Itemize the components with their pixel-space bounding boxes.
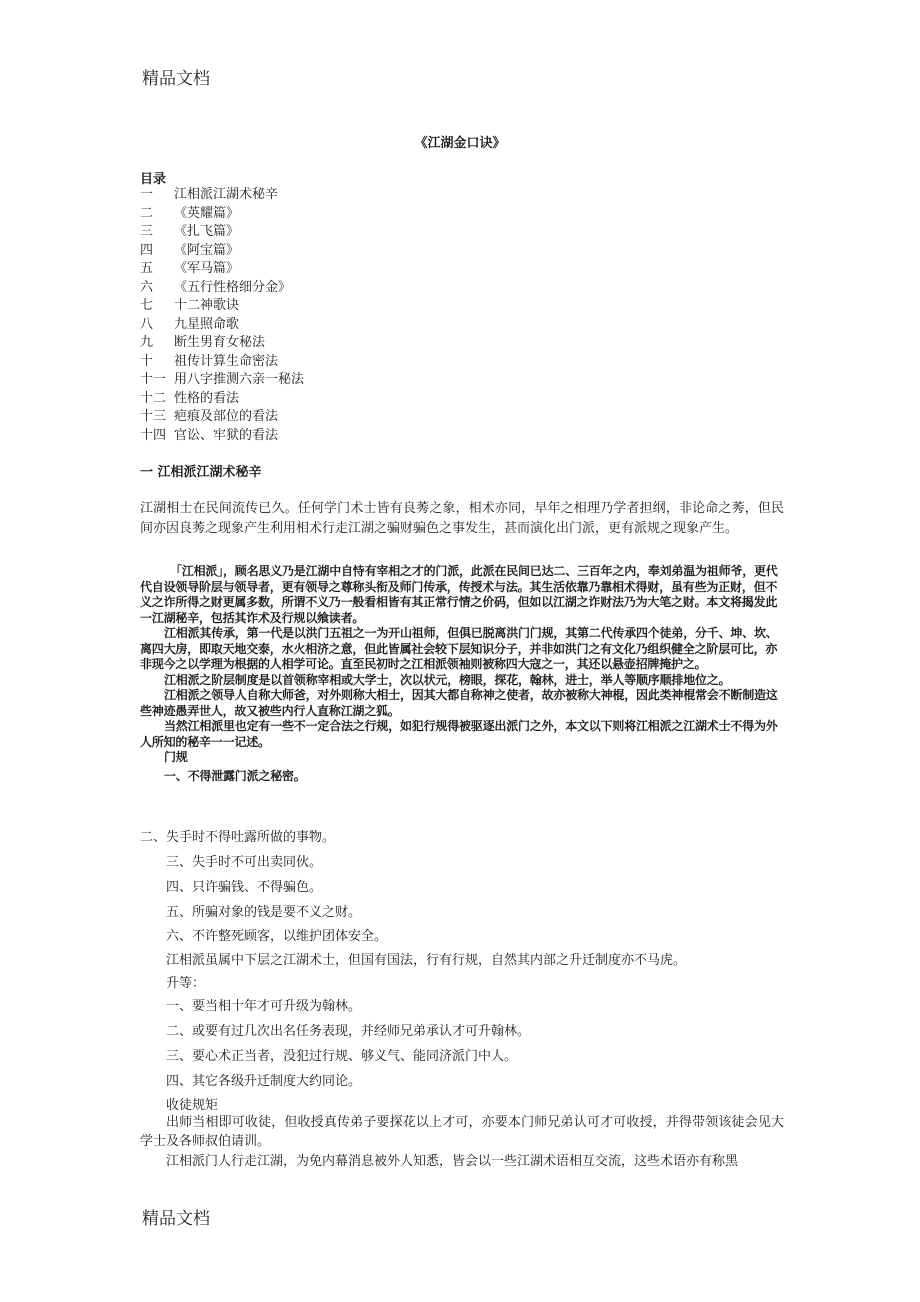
toc-item-number: 十四: [140, 427, 167, 443]
toc-item: [140, 390, 304, 409]
body-paragraph: 出师当相即可收徒，但收授真传弟子要探花以上才可，亦要本门师兄弟认可才可收授，并得带领该徒会见大学士及各师叔伯请训。: [140, 1115, 784, 1149]
toc-item: [140, 205, 304, 224]
toc-item-label: 官讼、牢狱的看法: [174, 427, 279, 443]
toc-heading: 目录: [140, 172, 167, 187]
toc-item-number: 十: [140, 353, 154, 369]
toc-item-label: 《扎飞篇》: [174, 224, 240, 239]
rule-item: 四、只许骗钱、不得骗色。: [166, 880, 323, 895]
section-heading: 一 江相派江湖术秘辛: [140, 465, 262, 480]
toc-item-number: 九: [140, 335, 154, 350]
page-footer: 精品文档: [142, 1209, 210, 1229]
toc-item: [140, 334, 304, 353]
page-header: 精品文档: [142, 69, 210, 89]
toc-item-number: 五: [140, 261, 154, 276]
toc-item-label: 江相派江湖术秘辛: [174, 187, 279, 202]
toc-item-label: 断生男育女秘法: [174, 335, 266, 350]
body-line: 江相派虽属中下层之江湖术士，但国有国法，行有行规，自然其内部之升迁制度亦不马虎。: [166, 953, 687, 968]
toc-item-number: 三: [140, 224, 154, 239]
toc-item-label: 《军马篇》: [174, 261, 240, 276]
toc-item: [140, 242, 304, 261]
toc-item-label: 祖传计算生命密法: [174, 353, 279, 369]
bold-paragraph: 江相派之阶层制度是以首领称宰相或大学士，次以状元，榜眼，探花，翰林，进士，举人等顺序顺排地位之。: [164, 672, 731, 687]
promotion-item: 二、或要有过几次出名任务表现，并经师兄弟承认才可升翰林。: [166, 1024, 531, 1039]
toc-item-number: 十一: [140, 372, 167, 387]
toc-item: [140, 260, 304, 279]
toc-item-number: 四: [140, 242, 154, 258]
bold-paragraph: 「江相派」，顾名思义乃是江湖中自恃有宰相之才的门派，此派在民间已达二、三百年之内，奉刘弟温为祖师爷，更代代自设领导阶层与领导者，更有领导之尊称头衔及师门传承，传授术与法。其生活依靠乃靠相术得财，虽有些为正财，但不义之诈所得之财更属多数，所谓不义乃一般看相皆有其正常行情之价码，但如以江湖之诈财法乃为大笔之财。本文将揭发此一江湖秘辛，包括其诈术及行规以飨读者。: [140, 564, 778, 625]
rule-item: 一、不得泄露门派之秘密。: [164, 768, 306, 783]
toc-item: [140, 223, 304, 242]
toc-item: [140, 408, 304, 427]
bold-paragraph: 江相派之领导人自称大师爸，对外则称大相士，因其大都自称神之使者，故亦被称大神棍，因此类神棍常会不断制造这些神迹愚弄世人，故又被些内行人直称江湖之狐。: [140, 688, 778, 718]
toc-item-number: 十三: [140, 409, 167, 424]
toc-item-number: 七: [140, 298, 154, 313]
toc-item-label: 《阿宝篇》: [174, 242, 240, 258]
document-title: 《江湖金口诀》: [414, 136, 506, 151]
toc-item-label: 《五行性格细分金》: [174, 279, 292, 295]
promotion-item: 四、其它各级升迁制度大约同论。: [166, 1074, 362, 1089]
bold-section: [140, 564, 784, 784]
toc-item-number: 一: [140, 187, 154, 202]
rule-item: 五、所骗对象的钱是要不义之财。: [166, 905, 362, 920]
toc-item-label: 十二神歌诀: [174, 298, 240, 313]
toc-item: [140, 427, 304, 446]
apprentice-label: 收徒规矩: [166, 1098, 219, 1113]
bold-paragraph: 江相派其传承，第一代是以洪门五祖之一为开山祖师，但俱已脱离洪门门规，其第二代传承四个徒弟，分千、坤、坎、离四大房，即取天地交泰，水火相济之意，但此皆属社会较下层知识分子，并非如洪门之有文化乃组织健全之阶层可比，亦非现今之以学理为根据的人相学可论。直至民初时之江相派领袖则被称四大寇之一，其还以悬壶招牌掩护之。: [140, 626, 778, 671]
table-of-contents: [140, 186, 304, 445]
rule-item: 二、失手时不得吐露所做的事物。: [140, 830, 336, 845]
bold-paragraph: 当然江相派里也定有一些不一定合法之行规，如犯行规得被驱逐出派门之外，本文以下则将江相派之江湖术士不得为外人所知的秘辛一一记述。: [140, 719, 778, 749]
toc-item-label: 性格的看法: [174, 390, 240, 406]
toc-item-number: 二: [140, 205, 154, 221]
toc-item-number: 六: [140, 279, 154, 295]
toc-item: [140, 279, 304, 298]
promotion-item: 一、要当相十年才可升级为翰林。: [166, 999, 362, 1014]
promotion-label: 升等：: [166, 976, 206, 991]
toc-item: [140, 371, 304, 390]
toc-item-number: 八: [140, 316, 154, 332]
toc-item-label: 疤痕及部位的看法: [174, 409, 279, 424]
toc-item: [140, 297, 304, 316]
toc-item: [140, 316, 304, 335]
promotion-item: 三、要心术正当者，没犯过行规、够义气、能同济派门中人。: [166, 1049, 518, 1064]
toc-item-number: 十二: [140, 390, 167, 406]
toc-item-label: 用八字推测六亲一秘法: [174, 372, 305, 387]
body-paragraph: 江相派门人行走江湖，为免内幕消息被外人知悉，皆会以一些江湖术语相互交流，这些术语亦有称黑: [166, 1154, 739, 1169]
rule-item: 六、不许整死顾客，以维护团体安全。: [166, 929, 388, 944]
intro-paragraph: 江湖相士在民间流传已久。任何学门术士皆有良莠之象，相术亦同，早年之相理乃学者担纲，非论命之莠，但民间亦因良莠之现象产生利用相术行走江湖之骗财骗色之事发生，甚而演化出门派，更有派规之现象产生。: [140, 501, 784, 536]
toc-item-label: 九星照命歌: [174, 316, 240, 332]
toc-item-label: 《英耀篇》: [174, 205, 240, 221]
toc-item: [140, 186, 304, 205]
rules-label: 门规: [164, 750, 188, 764]
rule-item: 三、失手时不可出卖同伙。: [166, 855, 323, 870]
toc-item: [140, 353, 304, 372]
